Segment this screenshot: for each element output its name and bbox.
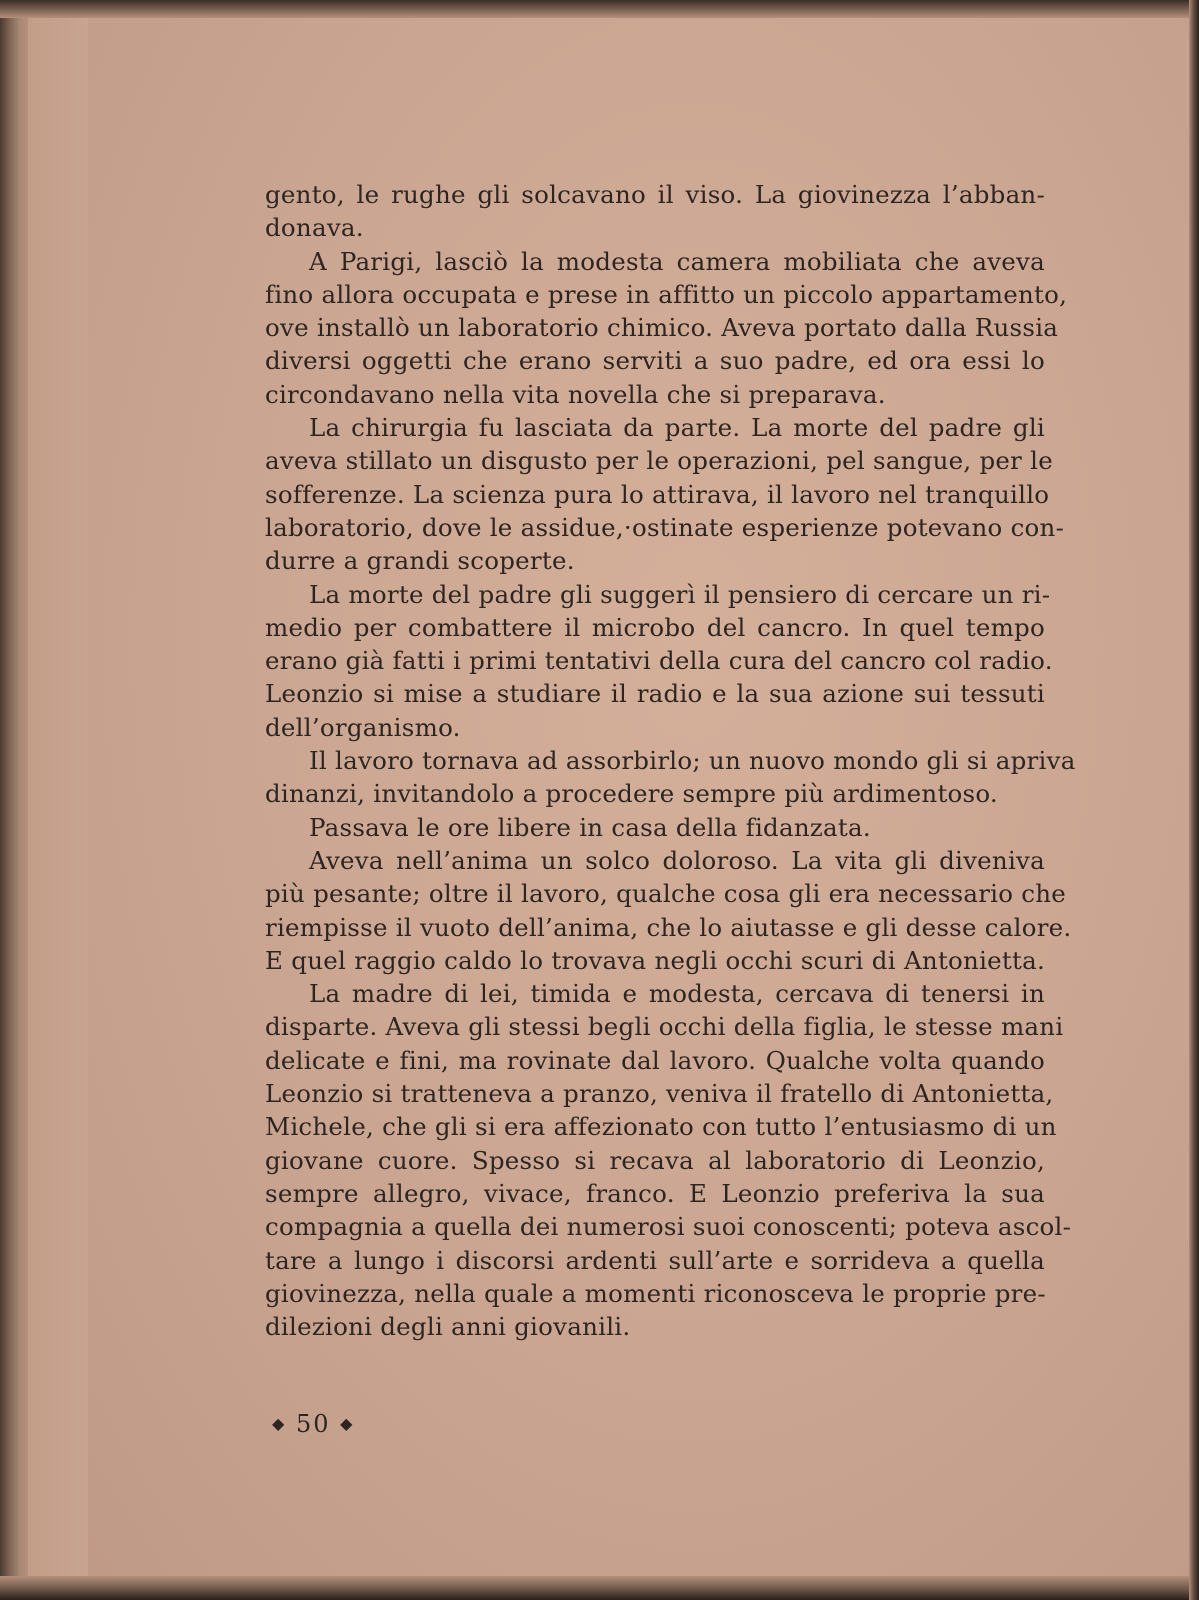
text-line: sempre allegro, vivace, franco. E Leonzio preferiva la sua <box>265 1178 1045 1208</box>
folio-number: 50 <box>295 1410 331 1438</box>
text-line: sofferenze. La scienza pura lo attirava, il lavoro nel tranquillo <box>265 479 1050 509</box>
text-line: aveva stillato un disgusto per le operazioni, pel sangue, per le <box>265 446 1054 476</box>
text-line: Il lavoro tornava ad assorbirlo; un nuovo mondo gli si apriva <box>309 746 1076 776</box>
body-text <box>265 178 1076 1343</box>
text-line: ove installò un laboratorio chimico. Aveva portato dalla Russia <box>265 313 1059 343</box>
text-line: circondavano nella vita novella che si preparava. <box>265 379 886 409</box>
text-line: E quel raggio caldo lo trovava negli occhi scuri di Antonietta. <box>265 945 1045 975</box>
text-line: laboratorio, dove le assidue,·ostinate esperienze potevano con- <box>265 512 1065 542</box>
text-line: La morte del padre gli suggerì il pensiero di cercare un ri- <box>309 579 1051 609</box>
text-line: dell’organismo. <box>265 712 461 742</box>
text-line: donava. <box>265 213 364 243</box>
page-right-edge <box>1189 0 1199 1600</box>
page-top-edge <box>0 0 1199 18</box>
text-line: A Parigi, lasciò la modesta camera mobiliata che aveva <box>309 246 1045 276</box>
text-line: compagnia a quella dei numerosi suoi conoscenti; poteva ascol- <box>265 1212 1072 1242</box>
text-line: medio per combattere il microbo del cancro. In quel tempo <box>265 612 1045 642</box>
folio-left-ornament: ◆ <box>272 1414 287 1433</box>
page-bottom-edge <box>0 1576 1199 1600</box>
text-line: erano già fatti i primi tentativi della cura del cancro col radio. <box>265 646 1053 676</box>
page-gutter <box>28 0 89 1600</box>
text-line: dinanzi, invitandolo a procedere sempre più ardimentoso. <box>265 779 998 809</box>
text-line: riempisse il vuoto dell’anima, che lo aiutasse e gli desse calore. <box>265 912 1072 942</box>
text-line: Michele, che gli si era affezionato con tutto l’entusiasmo di un <box>265 1112 1057 1142</box>
text-line: La chirurgia fu lasciata da parte. La morte del padre gli <box>309 413 1045 443</box>
text-line: delicate e fini, ma rovinate dal lavoro. Qualche volta quando <box>265 1045 1045 1075</box>
book-spine-shadow <box>0 0 28 1600</box>
text-line: Leonzio si mise a studiare il radio e la sua azione sui tessuti <box>265 679 1045 709</box>
page-number <box>272 1410 354 1438</box>
text-line: fino allora occupata e prese in affitto un piccolo appartamento, <box>265 279 1068 309</box>
text-line: diversi oggetti che erano serviti a suo padre, ed ora essi lo <box>265 346 1045 376</box>
text-line: dilezioni degli anni giovanili. <box>265 1312 631 1342</box>
text-line: disparte. Aveva gli stessi begli occhi della figlia, le stesse mani <box>265 1012 1064 1042</box>
text-line: Passava le ore libere in casa della fidanzata. <box>309 812 871 842</box>
text-line: Aveva nell’anima un solco doloroso. La vita gli diveniva <box>309 845 1045 875</box>
folio-right-ornament: ◆ <box>340 1414 355 1433</box>
text-line: giovinezza, nella quale a momenti riconosceva le proprie pre- <box>265 1278 1046 1308</box>
text-line: più pesante; oltre il lavoro, qualche cosa gli era necessario che <box>265 879 1067 909</box>
text-line: Leonzio si tratteneva a pranzo, veniva il fratello di Antonietta, <box>265 1079 1054 1109</box>
text-line: La madre di lei, timida e modesta, cercava di tenersi in <box>309 979 1045 1009</box>
text-line: tare a lungo i discorsi ardenti sull’arte e sorrideva a quella <box>265 1245 1045 1275</box>
text-line: giovane cuore. Spesso si recava al laboratorio di Leonzio, <box>265 1145 1045 1175</box>
text-line: gento, le rughe gli solcavano il viso. La giovinezza l’abban- <box>265 180 1045 209</box>
text-line: durre a grandi scoperte. <box>265 546 575 576</box>
